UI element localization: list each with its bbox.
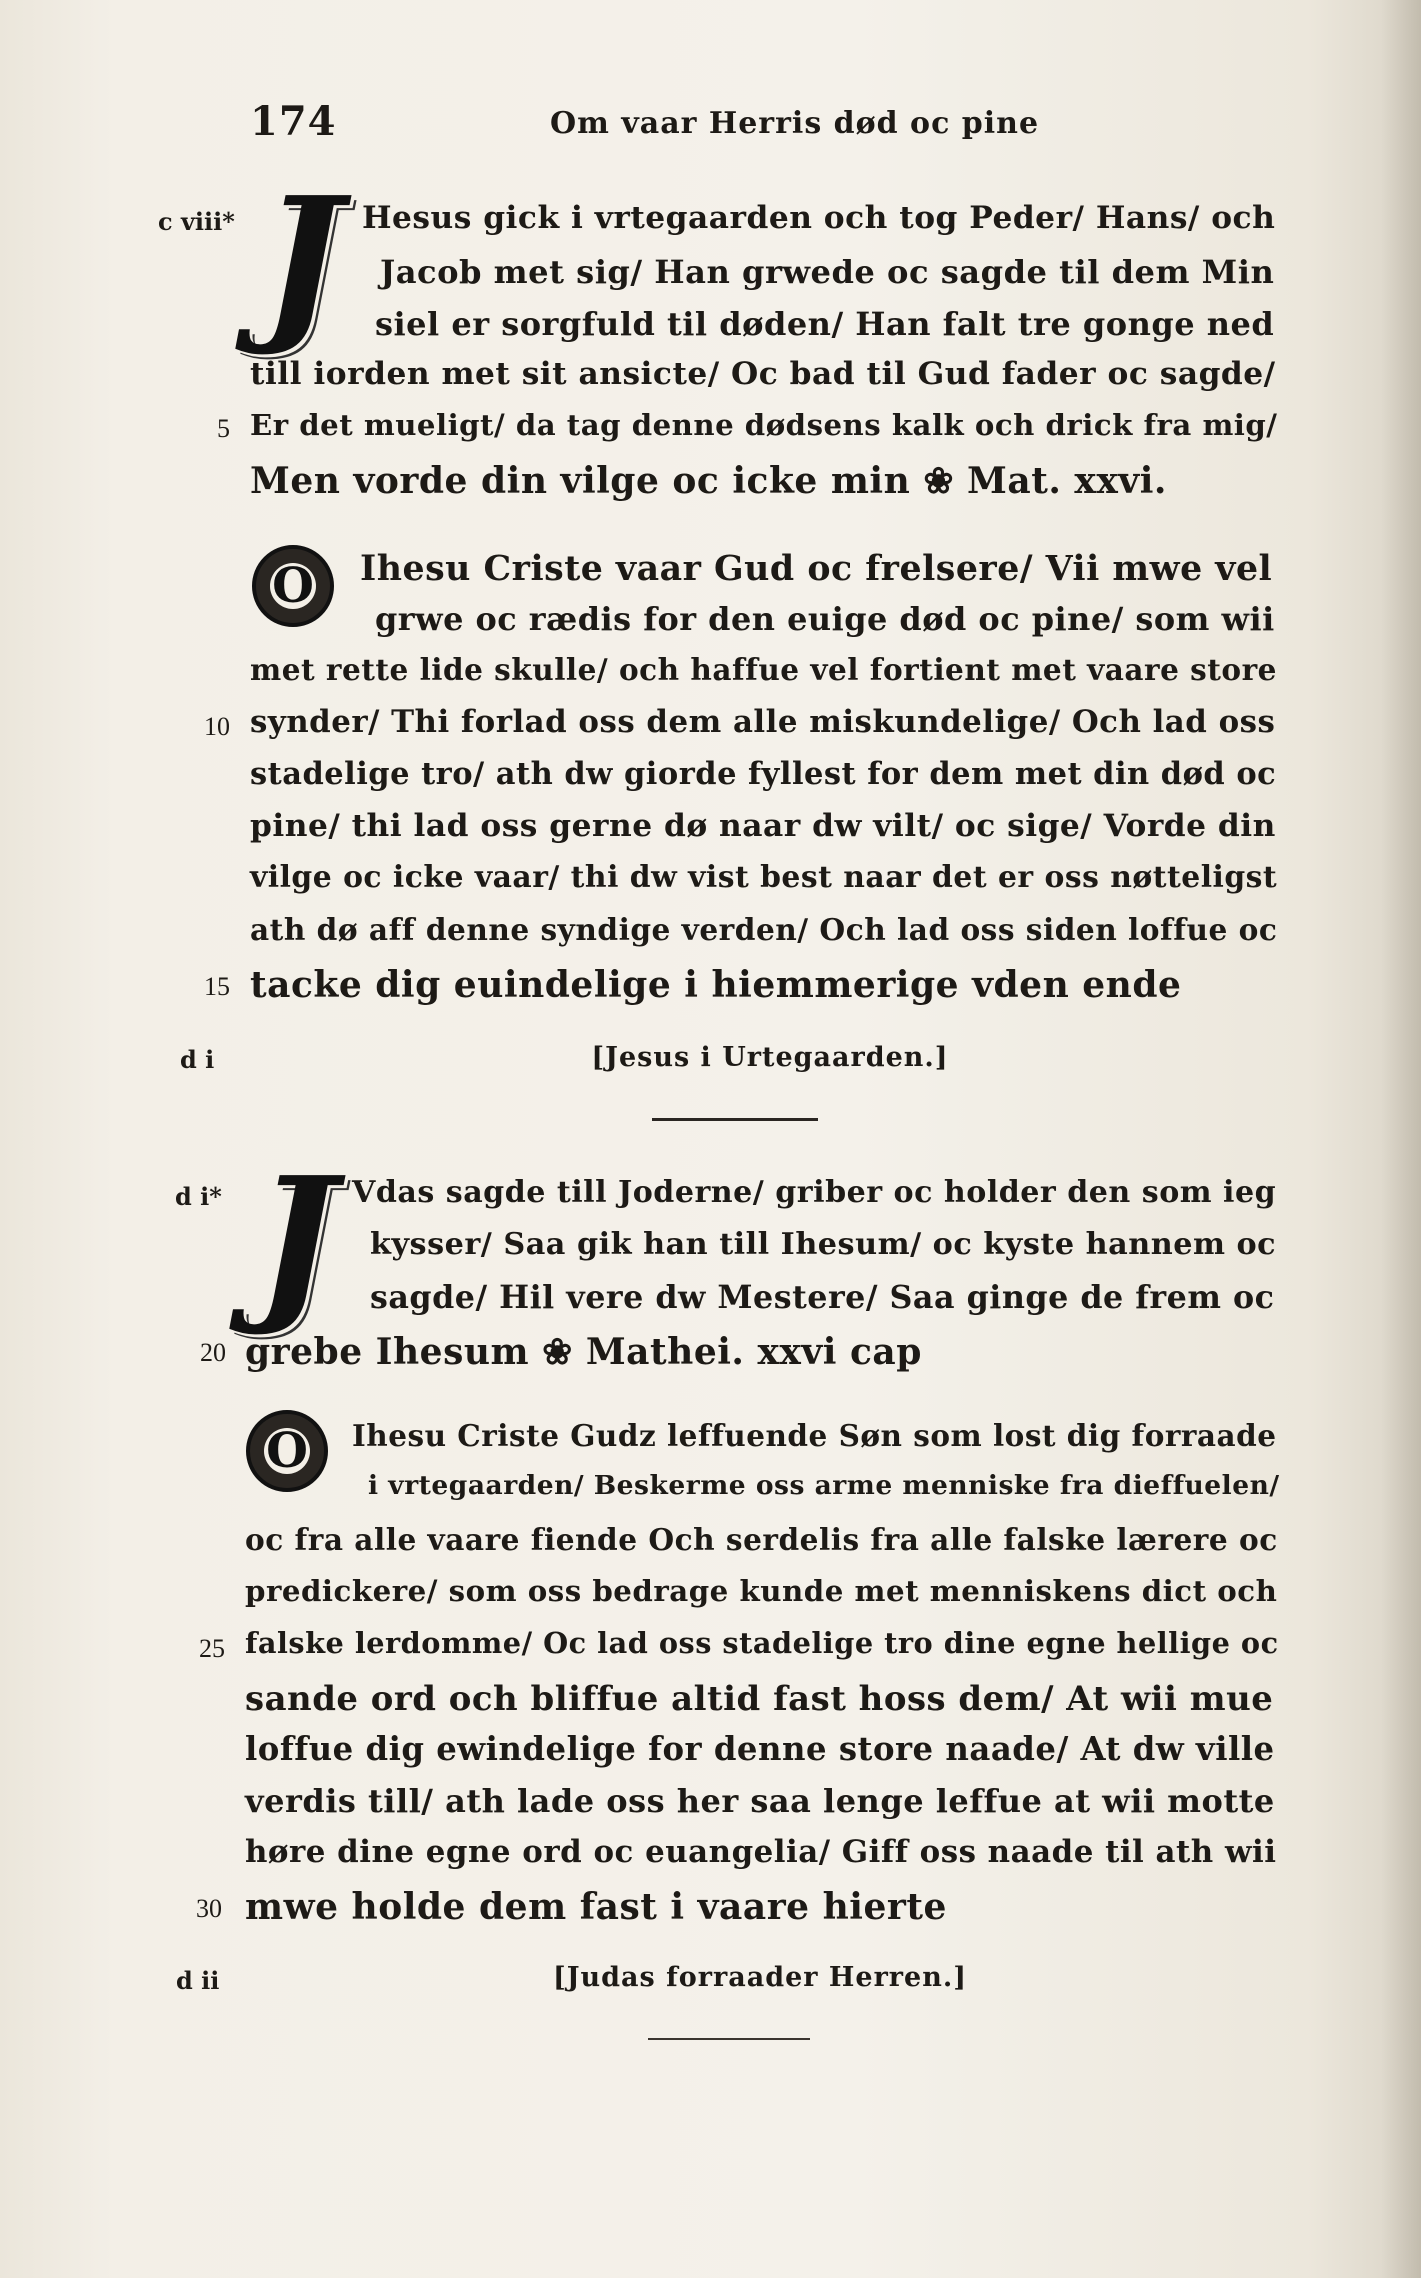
line-number: 20 [200,1338,226,1367]
text-line: till iorden met sit ansicte/ Oc bad til Gud fader oc sagde/ [250,356,1276,392]
text-line: tacke dig euindelige i hiemmerige vden ende [250,964,1182,1006]
text-line: vilge oc icke vaar/ thi dw vist best naar det er oss nøtteligst [250,860,1278,895]
text-line: Men vorde din vilge oc icke min ❀ Mat. xxvi. [250,460,1167,502]
text-line: mwe holde dem fast i vaare hierte [245,1886,947,1928]
text-line: verdis till/ ath lade oss her saa lenge leffue at wii motte [245,1782,1275,1820]
text-line: falske lerdomme/ Oc lad oss stadelige tro dine egne hellige oc [245,1626,1279,1660]
line-number: 30 [196,1894,222,1923]
page-number: 174 [250,98,337,145]
decorated-initial-o [252,545,334,627]
section-caption: [Judas forraader Herren.] [552,1962,968,1993]
text-line: Ihesu Criste Gudz leffuende Søn som lost dig forraade [352,1418,1277,1453]
text-line: Er det mueligt/ da tag denne dødsens kalk och drick fra mig/ [250,408,1278,442]
text-line: met rette lide skulle/ och haffue vel fortient met vaare store [250,652,1277,687]
text-line: Hesus gick i vrtegaarden och tog Peder/ Hans/ och [362,200,1276,236]
text-line: Ihesu Criste vaar Gud oc frelsere/ Vii mwe vel [360,548,1273,589]
text-line: loffue dig ewindelige for denne store naade/ At dw ville [245,1730,1275,1768]
section-caption: [Jesus i Urtegaarden.] [591,1042,949,1073]
margin-reference: c viii* [158,207,235,236]
text-line: grwe oc rædis for den euige død oc pine/ som wii [375,600,1275,638]
text-line: predickere/ som oss bedrage kunde met menniskens dict och [245,1574,1278,1608]
text-line: i vrtegaarden/ Beskerme oss arme menniske fra dieffuelen/ [368,1470,1280,1501]
text-line: kysser/ Saa gik han till Ihesum/ oc kyste hannem oc [370,1227,1277,1262]
section-divider [652,1118,818,1121]
line-number: 10 [204,712,230,741]
text-line: grebe Ihesum ❀ Mathei. xxvi cap [245,1331,922,1373]
line-number: 25 [199,1634,225,1663]
margin-reference: d i [180,1045,215,1074]
text-line: høre dine egne ord oc euangelia/ Giff oss naade til ath wii [245,1834,1277,1870]
text-line: oc fra alle vaare fiende Och serdelis fra alle falske lærere oc [245,1522,1278,1557]
text-line: sande ord och bliffue altid fast hoss dem/ At wii mue [245,1678,1274,1718]
decorated-initial-j: J [262,160,343,360]
running-head: Om vaar Herris død oc pine [550,106,1040,141]
decorated-initial-j: J [256,1140,337,1340]
text-line: synder/ Thi forlad oss dem alle miskundelige/ Och lad oss [250,704,1276,740]
initial-letter: O [264,1428,310,1474]
text-line: ath dø aff denne syndige verden/ Och lad oss siden loffue oc [250,912,1278,947]
initial-letter: O [270,563,316,609]
text-line: siel er sorgfuld til døden/ Han falt tre gonge ned [375,305,1275,343]
text-line: pine/ thi lad oss gerne dø naar dw vilt/ oc sige/ Vorde din [250,808,1276,844]
section-divider [648,2038,810,2040]
decorated-initial-o [246,1410,328,1492]
margin-reference: d ii [176,1966,220,1995]
line-number: 15 [204,972,230,1001]
margin-reference: d i* [175,1182,222,1211]
line-number: 5 [217,414,230,443]
text-line: Vdas sagde till Joderne/ griber oc holder den som ieg [352,1175,1277,1210]
text-line: stadelige tro/ ath dw giorde fyllest for dem met din død oc [250,756,1277,792]
page-header [250,98,1280,148]
text-line: sagde/ Hil vere dw Mestere/ Saa ginge de frem oc [370,1279,1275,1316]
page-edge-shadow [1381,0,1421,2278]
text-line: Jacob met sig/ Han grwede oc sagde til dem Min [380,253,1275,291]
